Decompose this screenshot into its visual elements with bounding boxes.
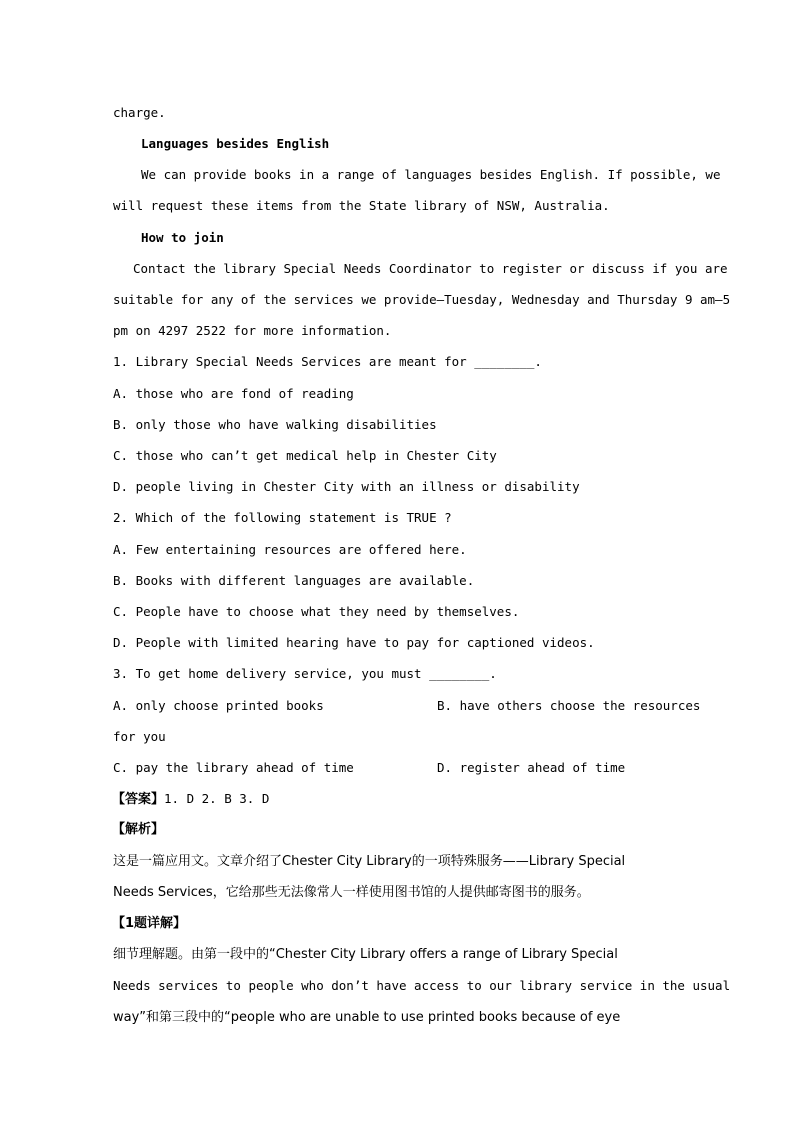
passage-line: charge. [113,105,166,120]
section-heading-join: How to join [141,230,224,245]
detail-1-label: 【1题详解】 [112,916,187,931]
detail-1-line: Needs services to people who don’t have access to our library service in the usual [113,978,731,993]
question-3-option-a: A. only choose printed books [113,698,324,713]
question-1-option-a: A. those who are fond of reading [113,386,354,401]
question-2: 2. Which of the following statement is TRUE ? [113,510,452,525]
question-3-option-b: B. have others choose the resources [437,698,701,713]
analysis-line: 这是一篇应用文。文章介绍了Chester City Library的一项特殊服务——Library Special [113,854,626,869]
question-3-option-c: C. pay the library ahead of time [113,760,354,775]
detail-1-line: way”和第三段中的“people who are unable to use printed books because of eye [113,1010,621,1025]
question-3-option-b-continued: for you [113,729,166,744]
answer-values: 1. D 2. B 3. D [164,791,270,806]
analysis-line: Needs Services，它给那些无法像常人一样使用图书馆的人提供邮寄图书的服务。 [113,885,590,900]
passage-line: will request these items from the State library of NSW, Australia. [113,198,610,213]
section-heading-languages: Languages besides English [141,136,330,151]
question-1-option-b: B. only those who have walking disabilities [113,417,437,432]
question-2-option-c: C. People have to choose what they need by themselves. [113,604,520,619]
question-3: 3. To get home delivery service, you must ________. [113,666,497,681]
question-2-option-d: D. People with limited hearing have to pay for captioned videos. [113,635,595,650]
passage-line: suitable for any of the services we provide—Tuesday, Wednesday and Thursday 9 am—5 [113,292,731,307]
passage-line: Contact the library Special Needs Coordinator to register or discuss if you are [133,261,728,276]
question-1-option-c: C. those who can’t get medical help in Chester City [113,448,497,463]
answer-line [112,791,269,808]
question-2-option-a: A. Few entertaining resources are offered here. [113,542,467,557]
question-1: 1. Library Special Needs Services are meant for ________. [113,354,542,369]
question-2-option-b: B. Books with different languages are available. [113,573,475,588]
question-1-option-d: D. people living in Chester City with an illness or disability [113,479,580,494]
analysis-label: 【解析】 [112,822,165,837]
passage-line: We can provide books in a range of languages besides English. If possible, we [141,167,721,182]
answer-label: 【答案】 [112,792,165,807]
passage-line: pm on 4297 2522 for more information. [113,323,392,338]
detail-1-line: 细节理解题。由第一段中的“Chester City Library offers a range of Library Special [113,947,618,962]
question-3-option-d: D. register ahead of time [437,760,626,775]
